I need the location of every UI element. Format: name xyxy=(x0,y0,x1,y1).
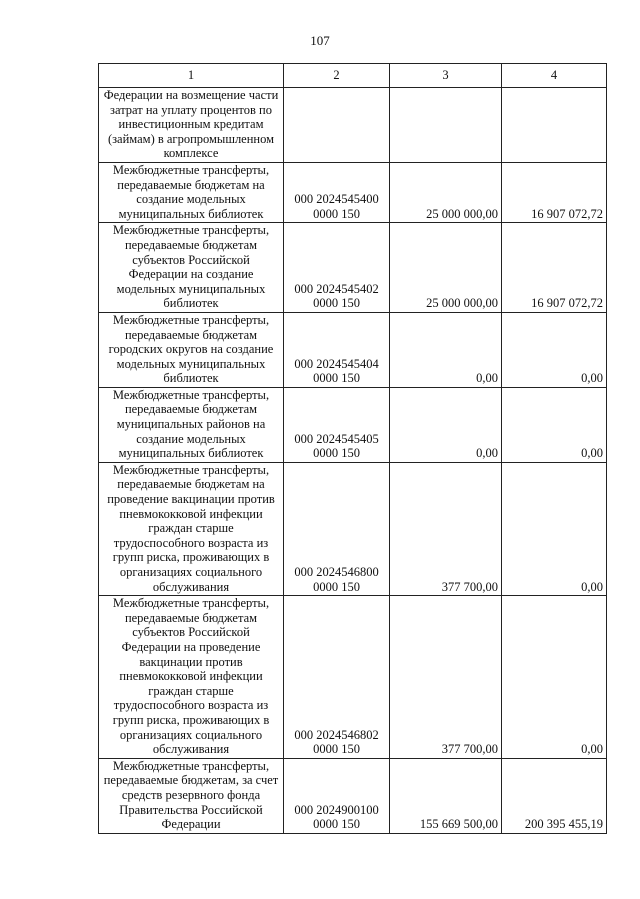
row-actual: 200 395 455,19 xyxy=(502,758,607,833)
row-actual xyxy=(502,88,607,163)
table-row xyxy=(99,223,607,313)
row-name: Межбюджетные трансферты, передаваемые бюджетам городских округов на создание модельных муниципальных библиотек xyxy=(99,312,284,387)
row-name: Межбюджетные трансферты, передаваемые бюджетам субъектов Российской Федерации на проведение вакцинации против пневмококковой инфекции граждан старше трудоспособного возраста из групп риска, проживающих в организациях социального обслуживания xyxy=(99,596,284,759)
row-code xyxy=(284,88,390,163)
table-row xyxy=(99,387,607,462)
row-actual: 0,00 xyxy=(502,387,607,462)
row-actual: 0,00 xyxy=(502,596,607,759)
budget-table xyxy=(98,63,607,834)
row-actual: 16 907 072,72 xyxy=(502,162,607,222)
row-code: 000 2024545400 0000 150 xyxy=(284,162,390,222)
row-plan: 155 669 500,00 xyxy=(390,758,502,833)
row-code: 000 2024546800 0000 150 xyxy=(284,462,390,595)
table-row xyxy=(99,162,607,222)
row-actual: 0,00 xyxy=(502,312,607,387)
row-name: Межбюджетные трансферты, передаваемые бюджетам субъектов Российской Федерации на создание модельных муниципальных библиотек xyxy=(99,223,284,313)
row-plan: 25 000 000,00 xyxy=(390,223,502,313)
row-code: 000 2024545405 0000 150 xyxy=(284,387,390,462)
row-name: Федерации на возмещение части затрат на уплату процентов по инвестиционным кредитам (займам) в агропромышленном комплексе xyxy=(99,88,284,163)
row-plan: 377 700,00 xyxy=(390,596,502,759)
column-header-3: 3 xyxy=(390,64,502,88)
row-plan: 0,00 xyxy=(390,387,502,462)
row-name: Межбюджетные трансферты, передаваемые бюджетам на создание модельных муниципальных библиотек xyxy=(99,162,284,222)
row-actual: 16 907 072,72 xyxy=(502,223,607,313)
table-row xyxy=(99,758,607,833)
table-row xyxy=(99,462,607,595)
row-plan xyxy=(390,88,502,163)
table-row xyxy=(99,312,607,387)
column-header-4: 4 xyxy=(502,64,607,88)
row-code: 000 2024545402 0000 150 xyxy=(284,223,390,313)
column-header-1: 1 xyxy=(99,64,284,88)
column-header-2: 2 xyxy=(284,64,390,88)
page-number: 107 xyxy=(310,33,330,48)
row-name: Межбюджетные трансферты, передаваемые бюджетам муниципальных районов на создание модельных муниципальных библиотек xyxy=(99,387,284,462)
row-code: 000 2024900100 0000 150 xyxy=(284,758,390,833)
table-header-row xyxy=(99,64,607,88)
row-name: Межбюджетные трансферты, передаваемые бюджетам на проведение вакцинации против пневмококковой инфекции граждан старше трудоспособного возраста из групп риска, проживающих в организациях социального обслуживания xyxy=(99,462,284,595)
row-plan: 25 000 000,00 xyxy=(390,162,502,222)
row-code: 000 2024546802 0000 150 xyxy=(284,596,390,759)
row-code: 000 2024545404 0000 150 xyxy=(284,312,390,387)
row-plan: 377 700,00 xyxy=(390,462,502,595)
row-actual: 0,00 xyxy=(502,462,607,595)
table-row xyxy=(99,88,607,163)
row-name: Межбюджетные трансферты, передаваемые бюджетам, за счет средств резервного фонда Правительства Российской Федерации xyxy=(99,758,284,833)
table-row xyxy=(99,596,607,759)
row-plan: 0,00 xyxy=(390,312,502,387)
